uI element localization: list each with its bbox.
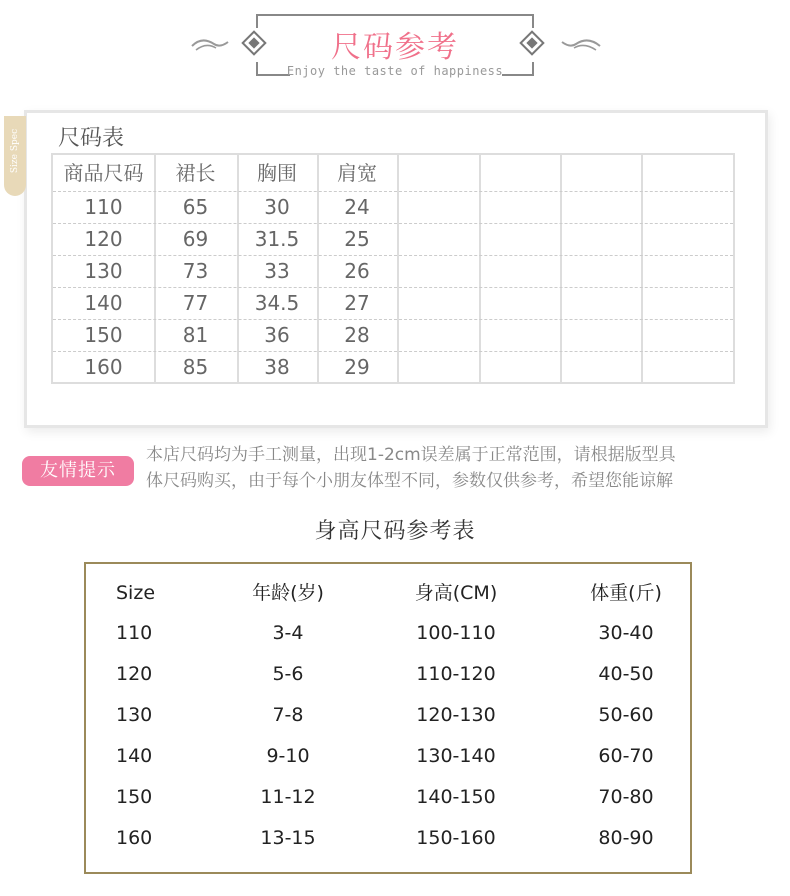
height-table-cell: 120-130 [416,704,496,726]
size-chart-cell: 140 [84,291,123,315]
size-chart-cell: 29 [344,355,370,379]
size-chart-cell: 28 [344,323,370,347]
reminder-badge: 友情提示 [22,456,134,486]
height-table-cell: 40-50 [598,663,654,685]
size-chart-column-divider [560,155,562,382]
reminder-line-1: 本店尺码均为手工测量，出现1-2cm误差属于正常范围，请根据版型具 [146,445,676,465]
size-chart-header-cell: 裙长 [175,161,216,185]
size-chart-cell: 24 [344,195,370,219]
size-chart-cell: 25 [344,227,370,251]
size-spec-tag-label: Size Spec [10,128,20,174]
size-chart-title: 尺码表 [58,126,125,151]
reminder-line-2: 体尺码购买，由于每个小朋友体型不同，参数仅供参考，希望您能谅解 [146,471,673,491]
height-table-cell: 100-110 [416,622,496,644]
size-chart-cell: 31.5 [254,227,300,251]
height-table-cell: 150-160 [416,827,496,849]
size-spec-tag [4,116,26,196]
size-chart-cell: 81 [182,323,209,347]
size-chart-cell: 30 [264,195,290,219]
height-table-cell: 3-4 [272,622,304,644]
height-table-header-cell: 年龄(岁) [252,582,324,604]
height-table-cell: 11-12 [260,786,316,808]
size-chart-cell: 38 [264,355,290,379]
size-chart-column-divider [397,155,399,382]
height-table-cell: 120 [116,663,153,685]
size-chart-cell: 65 [182,195,209,219]
size-chart-cell: 26 [344,259,370,283]
height-table-cell: 80-90 [598,827,654,849]
height-table-cell: 150 [116,786,153,808]
height-table-header-cell: 身高(CM) [414,582,498,604]
size-chart-header-cell: 胸围 [257,161,297,185]
size-chart-cell: 160 [84,355,123,379]
height-table-cell: 160 [116,827,153,849]
height-table-cell: 5-6 [272,663,304,685]
size-chart-cell: 69 [182,227,209,251]
height-table-cell: 110 [116,622,153,644]
height-table-cell: 130-140 [416,745,496,767]
size-chart-cell: 33 [264,259,290,283]
height-table-cell: 60-70 [598,745,654,767]
header-subtitle: Enjoy the taste of happiness [286,64,504,78]
height-table-cell: 13-15 [260,827,316,849]
size-chart-cell: 120 [84,227,123,251]
size-chart-cell: 77 [182,291,209,315]
height-table-cell: 110-120 [416,663,496,685]
size-chart-table [51,153,735,384]
height-table-cell: 130 [116,704,153,726]
size-chart-cell: 73 [182,259,209,283]
height-table-header-cell: Size [116,582,156,604]
height-size-table [84,562,692,874]
header-title: 尺码参考 [331,30,459,65]
size-chart-cell: 36 [264,323,290,347]
height-table-cell: 140 [116,745,153,767]
size-chart-cell: 27 [344,291,370,315]
size-chart-column-divider [479,155,481,382]
size-chart-header-cell: 肩宽 [337,161,377,185]
height-table-cell: 7-8 [272,704,304,726]
size-chart-cell: 130 [84,259,123,283]
height-table-cell: 30-40 [598,622,654,644]
size-chart-cell: 110 [84,195,123,219]
height-table-cell: 50-60 [598,704,654,726]
size-chart-header-cell: 商品尺码 [63,161,144,185]
height-table-cell: 70-80 [598,786,654,808]
size-chart-cell: 85 [182,355,209,379]
height-table-title: 身高尺码参考表 [314,519,476,544]
size-chart-column-divider [641,155,643,382]
size-chart-cell: 34.5 [254,291,300,315]
size-chart-cell: 150 [84,323,123,347]
height-table-header-cell: 体重(斤) [590,582,662,604]
height-table-cell: 9-10 [266,745,310,767]
height-table-cell: 140-150 [416,786,496,808]
header-banner [0,0,790,100]
reminder-text [146,442,776,494]
